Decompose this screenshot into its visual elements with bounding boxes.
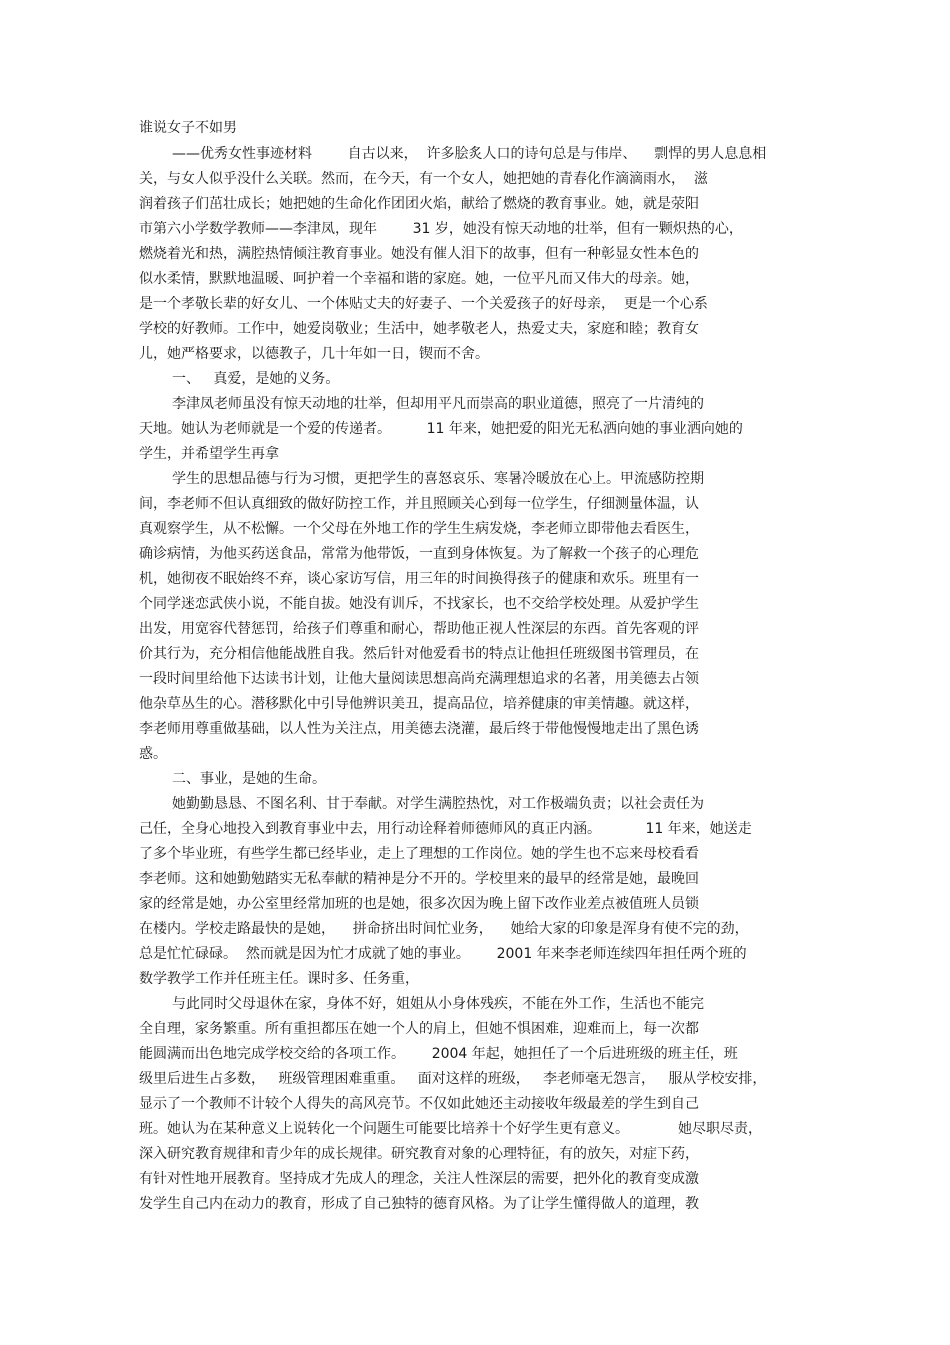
text-line: 全自理，家务繁重。所有重担都压在她一个人的肩上，但她不惧困难，迎难而上，每一次都 (139, 1021, 699, 1037)
text-line: 一段时间里给他下达读书计划，让他大量阅读思想高尚充满理想追求的名著，用美德去占领 (139, 671, 699, 687)
text-line: 市第六小学数学教师——李津凤，现年 31 岁，她没有惊天动地的壮举，但有一颗炽热的心， (139, 221, 743, 237)
text-line: 了多个毕业班，有些学生都已经毕业，走上了理想的工作岗位。她的学生也不忘来母校看看 (139, 846, 699, 862)
text-line: 李老师用尊重做基础，以人性为关注点，用美德去浇灌，最后终于带他慢慢地走出了黑色诱 (139, 721, 699, 737)
text-line: 总是忙忙碌碌。 然而就是因为忙才成就了她的事业。 2001 年来李老师连续四年担任两个班的 (139, 946, 747, 962)
section-heading-2: 二、事业，是她的生命。 (172, 771, 326, 787)
text-line: 在楼内。学校走路最快的是她， 拼命挤出时间忙业务， 她给大家的印象是浑身有使不完的劲， (139, 921, 749, 937)
text-line: 机，她彻夜不眠始终不弃，谈心家访写信，用三年的时间换得孩子的健康和欢乐。班里有一 (139, 571, 699, 587)
text-line: 燃烧着光和热，满腔热情倾注教育事业。她没有催人泪下的故事，但有一种彰显女性本色的 (139, 246, 699, 262)
text-line: 润着孩子们茁壮成长；她把她的生命化作团团火焰，献给了燃烧的教育事业。她，就是荥阳 (139, 196, 699, 212)
section-heading-1: 一、 真爱，是她的义务。 (172, 371, 340, 387)
text-line: 真观察学生，从不松懈。一个父母在外地工作的学生生病发烧，李老师立即带他去看医生， (139, 521, 699, 537)
text-line: 与此同时父母退休在家，身体不好，姐姐从小身体残疾，不能在外工作，生活也不能完 (172, 996, 704, 1012)
text-line: 间，李老师不但认真细致的做好防控工作，并且照顾关心到每一位学生，仔细测量体温，认 (139, 496, 699, 512)
text-line: 能圆满而出色地完成学校交给的各项工作。 2004 年起，她担任了一个后进班级的班主任，班 (139, 1046, 738, 1062)
text-line: 他杂草丛生的心。潜移默化中引导他辨识美丑，提高品位，培养健康的审美情趣。就这样， (139, 696, 699, 712)
text-line: 己任，全身心地投入到教育事业中去，用行动诠释着师德师风的真正内涵。 11 年来，她送走 (139, 821, 752, 837)
text-line: 学生的思想品德与行为习惯，更把学生的喜怒哀乐、寒暑冷暖放在心上。甲流感防控期 (172, 471, 704, 487)
text-line: 个同学迷恋武侠小说，不能自拔。她没有训斥，不找家长，也不交给学校处理。从爱护学生 (139, 596, 699, 612)
text-line: 学生，并希望学生再拿 (139, 446, 279, 462)
text-line: 家的经常是她，办公室里经常加班的也是她，很多次因为晚上留下改作业差点被值班人员锁 (139, 896, 699, 912)
text-line: 天地。她认为老师就是一个爱的传递者。 11 年来，她把爱的阳光无私洒向她的事业洒向她的 (139, 421, 743, 437)
text-line: 有针对性地开展教育。坚持成才先成人的理念，关注人性深层的需要，把外化的教育变成激 (139, 1171, 699, 1187)
text-line: 儿，她严格要求，以德教子，几十年如一日，锲而不舍。 (139, 346, 489, 362)
document-title: 谁说女子不如男 (139, 120, 237, 136)
text-line: 学校的好教师。工作中，她爱岗敬业；生活中，她孝敬老人，热爱丈夫，家庭和睦；教育女 (139, 321, 699, 337)
text-line: 似水柔情，默默地温暖、呵护着一个幸福和谐的家庭。她，一位平凡而又伟大的母亲。她， (139, 271, 699, 287)
text-line: 她勤勤恳恳、不图名利、甘于奉献。对学生满腔热忱，对工作极端负责；以社会责任为 (172, 796, 704, 812)
text-line: ——优秀女性事迹材料 自古以来， 许多脍炙人口的诗句总是与伟岸、 剽悍的男人息息相 (172, 146, 767, 162)
text-line: 是一个孝敬长辈的好女儿、一个体贴丈夫的好妻子、一个关爱孩子的好母亲， 更是一个心系 (139, 296, 708, 312)
text-line: 李津凤老师虽没有惊天动地的壮举，但却用平凡而崇高的职业道德，照亮了一片清纯的 (172, 396, 704, 412)
text-line: 出发，用宽容代替惩罚，给孩子们尊重和耐心，帮助他正视人性深层的东西。首先客观的评 (139, 621, 699, 637)
text-line: 班。她认为在某种意义上说转化一个问题生可能要比培养十个好学生更有意义。 她尽职尽责， (139, 1121, 762, 1137)
text-line: 深入研究教育规律和青少年的成长规律。研究教育对象的心理特征，有的放矢，对症下药， (139, 1146, 699, 1162)
text-line: 确诊病情，为他买药送食品，常常为他带饭，一直到身体恢复。为了解救一个孩子的心理危 (139, 546, 699, 562)
text-line: 李老师。这和她勤勉踏实无私奉献的精神是分不开的。学校里来的最早的经常是她，最晚回 (139, 871, 699, 887)
text-line: 惑。 (139, 746, 167, 762)
text-line: 价其行为，充分相信他能战胜自我。然后针对他爱看书的特点让他担任班级图书管理员，在 (139, 646, 699, 662)
text-line: 显示了一个教师不计较个人得失的高风亮节。不仅如此她还主动接收年级最差的学生到自己 (139, 1096, 699, 1112)
text-line: 级里后进生占多数， 班级管理困难重重。 面对这样的班级， 李老师毫无怨言， 服从学校安排， (139, 1071, 767, 1087)
text-line: 关，与女人似乎没什么关联。然而，在今天，有一个女人，她把她的青春化作滴滴雨水， 滋 (139, 171, 708, 187)
text-line: 数学教学工作并任班主任。课时多、任务重， (139, 971, 419, 987)
text-line: 发学生自己内在动力的教育，形成了自己独特的德育风格。为了让学生懂得做人的道理，教 (139, 1196, 699, 1212)
